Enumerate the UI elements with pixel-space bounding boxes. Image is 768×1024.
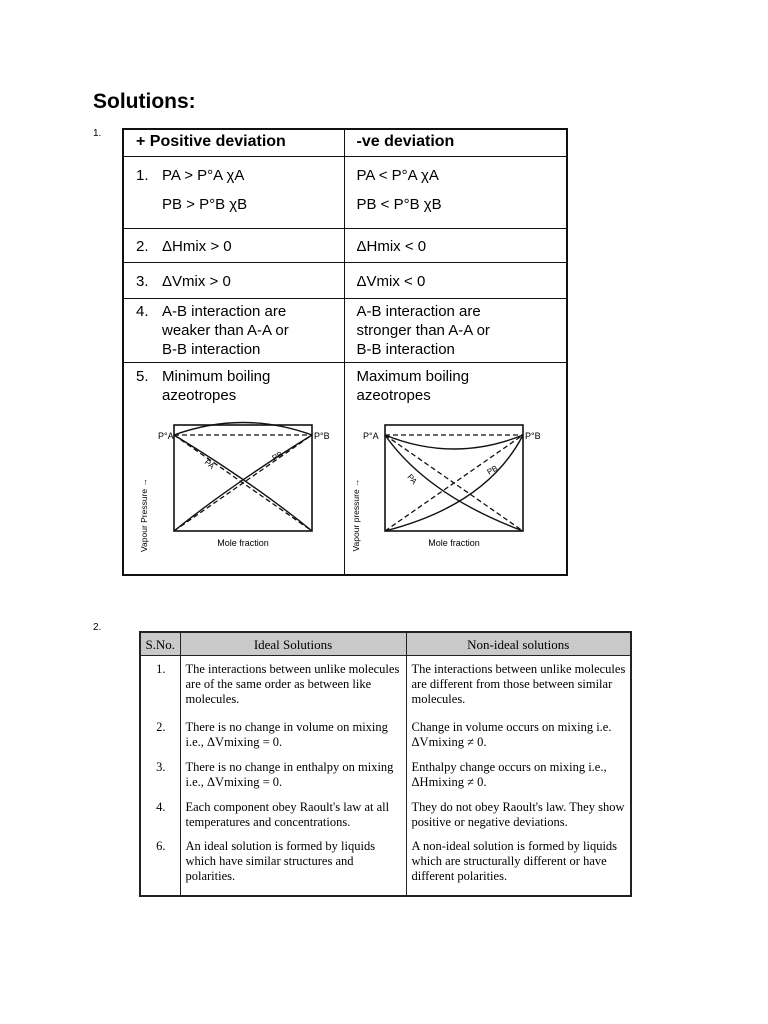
row-sno: 4. <box>140 798 180 838</box>
text-line: azeotropes <box>162 387 237 404</box>
deviation-table <box>122 128 568 576</box>
header-nonideal: Non-ideal solutions <box>406 632 631 656</box>
pb0-label: P°B <box>524 431 541 441</box>
x-axis-label: Mole fraction <box>217 538 269 548</box>
row-3-negative <box>344 263 567 299</box>
table-row <box>140 758 631 798</box>
row-index: 4. <box>136 303 149 320</box>
row-index: 5. <box>136 368 149 385</box>
row-3-positive <box>123 263 344 299</box>
y-axis-label: Vapour Pressure → <box>139 477 149 553</box>
y-axis-label: Vapour pressure → <box>350 478 361 552</box>
nonideal-cell: A non-ideal solution is formed by liquids which are structurally different or have different polarities. <box>406 837 631 896</box>
page-title: Solutions: <box>93 90 196 113</box>
nonideal-cell: The interactions between unlike molecules are different from those between similar molecules. <box>406 656 631 719</box>
row-index: 1. <box>136 167 149 184</box>
text-line: A-B interaction are <box>162 303 287 320</box>
nonideal-cell: Change in volume occurs on mixing i.e. ΔVmixing ≠ 0. <box>406 718 631 758</box>
row-index: 3. <box>136 272 149 290</box>
header-positive-deviation: + Positive deviation <box>123 129 344 157</box>
nonideal-cell: They do not obey Raoult's law. They show positive or negative deviations. <box>406 798 631 838</box>
formula: PA < P°A χA <box>356 167 439 184</box>
x-axis-label: Mole fraction <box>427 538 480 548</box>
row-2-positive <box>123 229 344 263</box>
positive-deviation-graph <box>136 405 336 555</box>
formula: PB < P°B χB <box>356 196 442 213</box>
ideal-nonideal-table <box>139 631 632 897</box>
ideal-cell: An ideal solution is formed by liquids which have similar structures and polarities. <box>180 837 406 896</box>
text-line: A-B interaction are <box>356 303 481 320</box>
ideal-cell: There is no change in enthalpy on mixing i.e., ΔVmixing = 0. <box>180 758 406 798</box>
pb0-label: P°B <box>314 431 330 441</box>
row-1-positive <box>123 157 344 229</box>
row-sno: 6. <box>140 837 180 896</box>
nonideal-cell: Enthalpy change occurs on mixing i.e., ΔHmixing ≠ 0. <box>406 758 631 798</box>
table-row <box>140 798 631 838</box>
formula: PA > P°A χA <box>162 167 245 184</box>
pa0-label: P°A <box>158 431 174 441</box>
row-sno: 3. <box>140 758 180 798</box>
pb-curve-label: PB <box>270 449 285 463</box>
row-sno: 2. <box>140 718 180 758</box>
row-sno: 1. <box>140 656 180 719</box>
text-line: weaker than A-A or <box>162 322 289 339</box>
row-4-positive <box>123 299 344 363</box>
header-negative-deviation: -ve deviation <box>344 129 567 157</box>
header-sno: S.No. <box>140 632 180 656</box>
text-line: B-B interaction <box>162 341 261 358</box>
pa-curve-label: PA <box>404 472 419 487</box>
ideal-cell: Each component obey Raoult's law at all temperatures and concentrations. <box>180 798 406 838</box>
formula: ΔVmix > 0 <box>162 272 231 290</box>
formula: ΔVmix < 0 <box>356 272 426 290</box>
table-row <box>140 656 631 719</box>
pa0-label: P°A <box>362 431 379 441</box>
formula: PB > P°B χB <box>162 196 248 213</box>
row-4-negative <box>344 299 567 363</box>
table-row <box>140 718 631 758</box>
table-row <box>140 837 631 896</box>
text-line: azeotropes <box>356 387 431 404</box>
text-line: B-B interaction <box>356 341 455 358</box>
row-index: 2. <box>136 237 149 255</box>
total-pressure-curve <box>385 435 523 449</box>
row-1-negative <box>344 157 567 229</box>
row-5-negative <box>344 363 567 576</box>
negative-deviation-graph <box>350 405 557 555</box>
text-line: Minimum boiling <box>162 368 271 385</box>
text-line: stronger than A-A or <box>356 322 490 339</box>
ideal-cell: There is no change in volume on mixing i.e., ΔVmixing = 0. <box>180 718 406 758</box>
list-number-1: 1. <box>93 128 102 139</box>
pa-curve-label: PA <box>202 457 217 472</box>
header-ideal: Ideal Solutions <box>180 632 406 656</box>
list-number-2: 2. <box>93 622 102 633</box>
formula: ΔHmix < 0 <box>356 237 427 255</box>
row-2-negative <box>344 229 567 263</box>
formula: ΔHmix > 0 <box>162 237 232 255</box>
text-line: Maximum boiling <box>356 368 470 385</box>
pb-curve-label: PB <box>485 463 499 477</box>
row-5-positive <box>123 363 344 576</box>
ideal-cell: The interactions between unlike molecules are of the same order as between like molecules. <box>180 656 406 719</box>
